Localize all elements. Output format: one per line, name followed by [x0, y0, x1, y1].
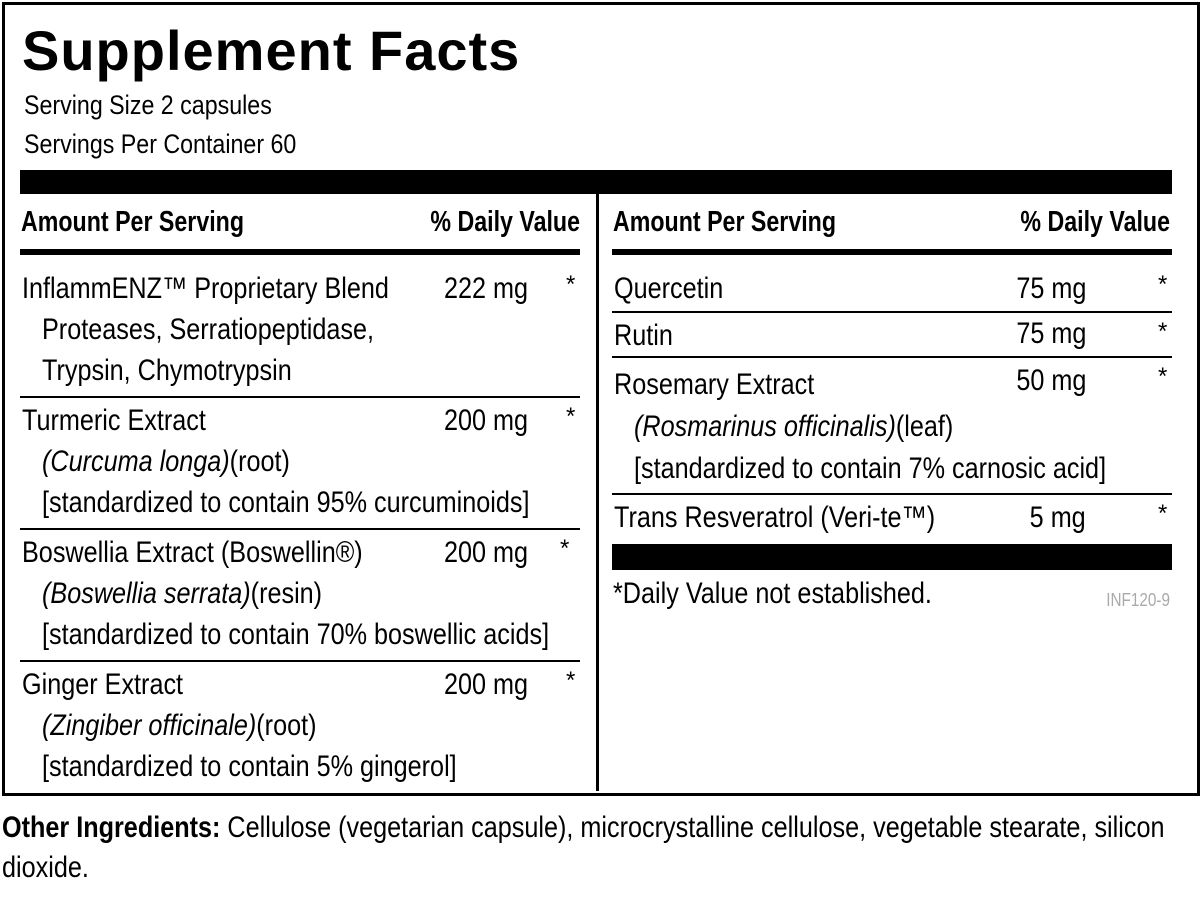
panel-title: Supplement Facts	[22, 19, 521, 82]
right-header-rule	[612, 249, 1172, 255]
ingredient-amount: 75 mg	[1015, 317, 1086, 350]
ingredient-amount: 75 mg	[1015, 272, 1086, 305]
ingredient-name: Ginger Extract	[22, 668, 184, 701]
row-divider	[612, 356, 1172, 358]
latin-name: (Rosmarinus officinalis)	[634, 410, 896, 443]
thick-rule-bottom	[612, 544, 1172, 570]
ingredient-amount: 50 mg	[1015, 364, 1086, 397]
dv-asterisk: *	[566, 403, 576, 430]
servings-per-container: Servings Per Container 60	[24, 129, 297, 159]
standardization: [standardized to contain 95% curcuminoids]	[42, 486, 530, 519]
standardization: [standardized to contain 7% carnosic acid]	[634, 452, 1107, 485]
ingredient-name: Trans Resveratrol (Veri-te™)	[614, 501, 936, 534]
ingredient-name: InflammENZ™ Proprietary Blend	[22, 272, 389, 305]
dv-asterisk: *	[560, 535, 570, 562]
botanical-source	[42, 573, 322, 615]
left-header-rule	[20, 249, 580, 255]
other-ingredients	[2, 808, 1165, 888]
latin-name: (Boswellia serrata)	[42, 577, 251, 610]
left-header-dv: % Daily Value	[430, 206, 580, 238]
daily-value-footnote: *Daily Value not established.	[613, 577, 932, 610]
ingredient-name: Boswellia Extract (Boswellin®)	[22, 536, 363, 569]
other-ingredients-label: Other Ingredients:	[2, 811, 221, 844]
botanical-source	[42, 705, 317, 747]
thick-rule-top	[20, 170, 1172, 194]
dv-asterisk: *	[1158, 271, 1168, 298]
ingredient-name: Rosemary Extract	[614, 368, 815, 401]
ingredient-name: Rutin	[614, 319, 673, 352]
dv-asterisk: *	[1158, 318, 1168, 345]
dv-asterisk: *	[1158, 500, 1168, 527]
standardization: [standardized to contain 5% gingerol]	[42, 750, 457, 783]
serving-size: Serving Size 2 capsules	[24, 90, 272, 120]
botanical-source	[634, 406, 953, 448]
dv-asterisk: *	[566, 271, 576, 298]
right-header-amount: Amount Per Serving	[613, 206, 837, 238]
dv-asterisk: *	[566, 667, 576, 694]
plant-part: (root)	[229, 445, 290, 478]
row-divider	[20, 396, 580, 398]
row-divider	[612, 493, 1172, 495]
label-code: INF120-9	[1106, 590, 1170, 610]
blend-components: Proteases, Serratiopeptidase,	[42, 313, 374, 346]
ingredient-amount: 222 mg	[443, 272, 528, 305]
ingredient-amount: 200 mg	[443, 668, 528, 701]
standardization: [standardized to contain 70% boswellic acids]	[42, 618, 550, 651]
plant-part: (root)	[256, 709, 317, 742]
ingredient-name: Quercetin	[614, 272, 724, 305]
botanical-source	[42, 441, 290, 483]
latin-name: (Zingiber officinale)	[42, 709, 257, 742]
plant-part: (resin)	[250, 577, 323, 610]
ingredient-amount: 200 mg	[443, 404, 528, 437]
row-divider	[612, 311, 1172, 313]
right-header-dv: % Daily Value	[1020, 206, 1170, 238]
dv-asterisk: *	[1158, 363, 1168, 390]
ingredient-amount: 200 mg	[443, 536, 528, 569]
blend-components: Trypsin, Chymotrypsin	[42, 354, 292, 387]
plant-part: (leaf)	[895, 410, 954, 443]
left-header-amount: Amount Per Serving	[21, 206, 245, 238]
row-divider	[20, 528, 580, 530]
latin-name: (Curcuma longa)	[42, 445, 230, 478]
row-divider	[20, 660, 580, 662]
ingredient-amount: 5 mg	[1029, 501, 1086, 534]
ingredient-name: Turmeric Extract	[22, 404, 206, 437]
other-ingredients-text: Cellulose (vegetarian capsule), microcrystalline cellulose, vegetable stearate, silicon dioxide.	[2, 811, 1165, 884]
column-divider	[596, 194, 599, 791]
